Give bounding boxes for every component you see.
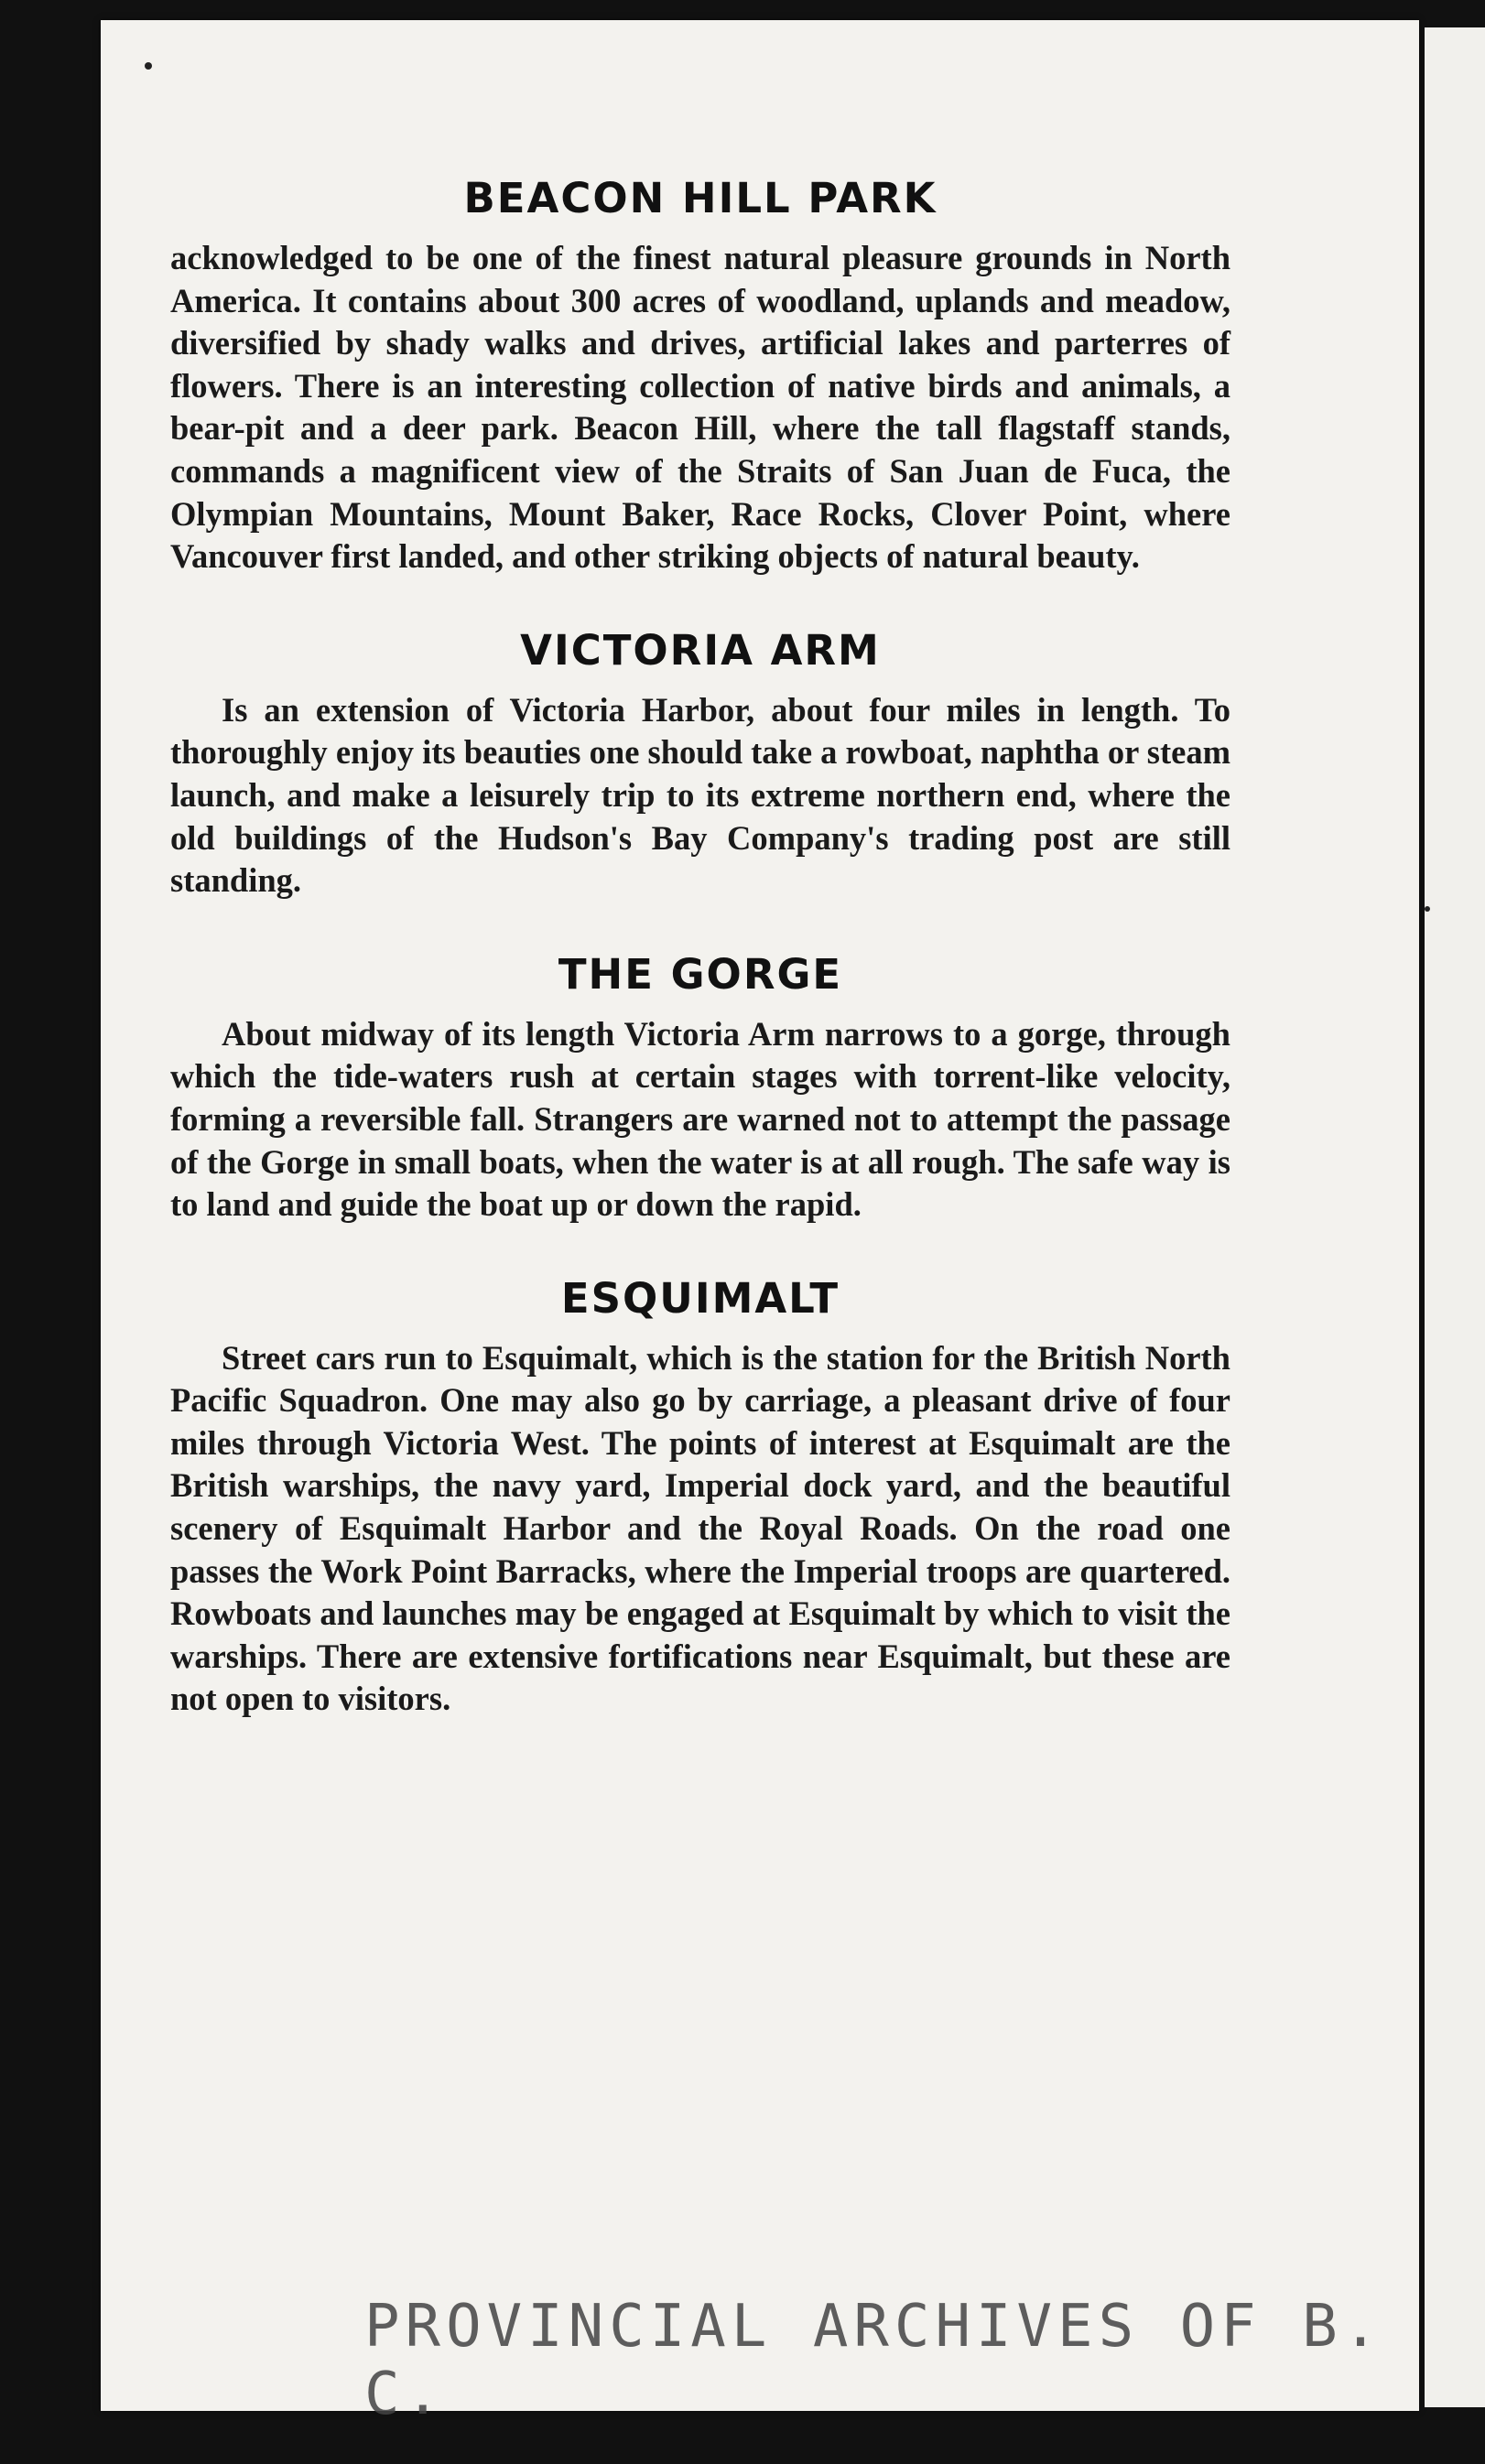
section-heading: THE GORGE (558, 949, 843, 999)
speck (1425, 906, 1430, 912)
section-paragraph: acknowledged to be one of the finest natural pleasure grounds in North America. It contains about 300 acres of woodland, uplands and meadow, diversified by shady walks and drives, artificial lakes and parterres of flowers. There is an interesting collection of native birds and animals, a bear-pit and a deer park. Beacon Hill, where the tall flagstaff stands, commands a magnificent view of the Straits of San Juan de Fuca, the Olympian Mountains, Mount Baker, Race Rocks, Clover Point, where Vancouver first landed, and other striking objects of natural beauty. (170, 239, 1230, 576)
section-paragraph: Is an extension of Victoria Harbor, about four miles in length. To thoroughly enjoy its beauties one should take a rowboat, naphtha or steam launch, and make a leisurely trip to its extreme northern end, where the old buildings of the Hudson's Bay Company's trading post are still standing. (170, 690, 1231, 900)
section-heading: BEACON HILL PARK (463, 174, 938, 222)
section-paragraph: About midway of its length Victoria Arm narrows to a gorge, through which the tide-waters rush at certain stages with torrent-like velocity, forming a reversible fall. Strangers are warned not to attempt the passage of the Gorge in small boats, when the water is at all rough. The safe way is to land and guide the boat up or down the rapid. (170, 1014, 1230, 1224)
section-heading: ESQUIMALT (560, 1273, 840, 1323)
section-the-gorge (170, 950, 1230, 1227)
document-body (170, 174, 1230, 1768)
speck (145, 62, 152, 70)
archive-stamp: PROVINCIAL ARCHIVES OF B. C. (364, 2293, 1384, 2428)
adjacent-page-edge (1425, 27, 1485, 2407)
section-paragraph: Street cars run to Esquimalt, which is the station for the British North Pacific Squadron. One may also go by carriage, a pleasant drive of four miles through Victoria West. The points of interest at Esquimalt are the British warships, the navy yard, Imperial dock yard, and the beautiful scenery of Esquimalt Harbor and the Royal Roads. On the road one passes the Work Point Barracks, where the Imperial troops are quartered. Rowboats and launches may be engaged at Esquimalt by which to visit the warships. There are extensive fortifications near Esquimalt, but these are not open to visitors. (170, 1338, 1230, 1718)
section-beacon-hill-park (170, 174, 1230, 578)
section-victoria-arm (170, 626, 1230, 902)
section-heading: VICTORIA ARM (520, 625, 881, 675)
section-esquimalt (170, 1274, 1230, 1721)
